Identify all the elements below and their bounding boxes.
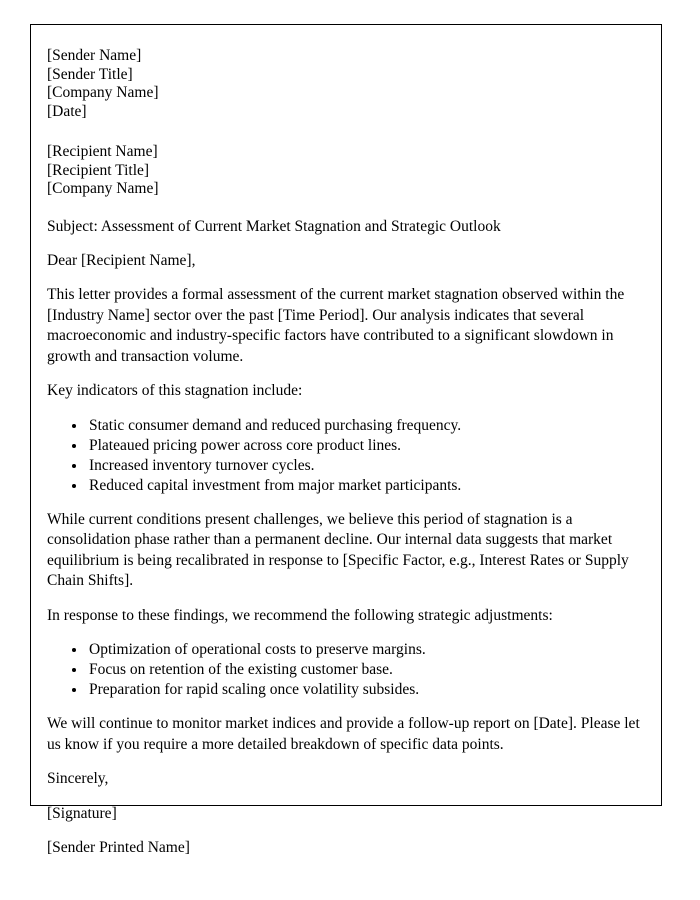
list-item: • Static consumer demand and reduced purchasing frequency. bbox=[87, 416, 647, 436]
recipient-name: [Recipient Name] bbox=[47, 143, 158, 160]
subject-line: Subject: Assessment of Current Market Stagnation and Strategic Outlook bbox=[47, 217, 501, 235]
spacer-after-sender bbox=[47, 121, 647, 143]
paragraph-two: Key indicators of this stagnation include: bbox=[47, 382, 303, 399]
list-item: • Focus on retention of the existing customer base. bbox=[87, 660, 647, 680]
spacer-before-recommendations bbox=[47, 626, 647, 640]
paragraph-one: This letter provides a formal assessment of the current market stagnation observed within the [Industry Name] sector over the past [Time Period]. Our analysis indicates that several macroeconomic and industry-specific factors have contributed to a significant slowdown in growth and transaction volume. bbox=[47, 286, 625, 365]
recommendations-list bbox=[47, 640, 647, 700]
sender-name: [Sender Name] bbox=[47, 47, 142, 64]
spacer-before-indicators bbox=[47, 402, 647, 416]
paragraph-four: In response to these findings, we recommend the following strategic adjustments: bbox=[47, 606, 553, 624]
sender-printed-name: [Sender Printed Name] bbox=[47, 839, 190, 856]
list-item: • Increased inventory turnover cycles. bbox=[87, 456, 647, 476]
sender-company: [Company Name] bbox=[47, 84, 159, 101]
signature-placeholder: [Signature] bbox=[47, 804, 117, 822]
letter-date: [Date] bbox=[47, 102, 87, 120]
letter-body bbox=[47, 47, 647, 859]
list-item: • Preparation for rapid scaling once volatility subsides. bbox=[87, 680, 647, 700]
spacer-after-closing bbox=[47, 790, 647, 804]
spacer-after-indicators bbox=[47, 496, 647, 510]
spacer-after-signature bbox=[47, 824, 647, 838]
spacer-after-subject bbox=[47, 237, 647, 251]
spacer-after-recipient bbox=[47, 199, 647, 217]
sender-block bbox=[47, 47, 647, 121]
spacer-after-paragraph-five bbox=[47, 755, 647, 769]
paragraph-three: While current conditions present challenges, we believe this period of stagnation is a consolidation phase rather than a permanent decline. Our internal data suggests that market equilibrium is being recalibrated in response to [Specific Factor, e.g., Interest Rates or Supply Chain Shifts]. bbox=[47, 510, 629, 589]
salutation: Dear [Recipient Name], bbox=[47, 251, 196, 269]
spacer-after-paragraph-three bbox=[47, 592, 647, 606]
recipient-block bbox=[47, 143, 647, 199]
closing: Sincerely, bbox=[47, 770, 109, 787]
recipient-company: [Company Name] bbox=[47, 180, 159, 197]
indicators-list bbox=[47, 416, 647, 496]
spacer-after-recommendations bbox=[47, 700, 647, 714]
spacer-after-salutation bbox=[47, 271, 647, 285]
letter-sheet bbox=[30, 24, 662, 856]
spacer-after-paragraph-one bbox=[47, 367, 647, 381]
list-item: • Optimization of operational costs to preserve margins. bbox=[87, 640, 647, 660]
list-item: • Plateaued pricing power across core product lines. bbox=[87, 436, 647, 456]
sender-title: [Sender Title] bbox=[47, 65, 133, 83]
recipient-title: [Recipient Title] bbox=[47, 161, 150, 179]
list-item: • Reduced capital investment from major market participants. bbox=[87, 476, 647, 496]
paragraph-five: We will continue to monitor market indices and provide a follow-up report on [Date]. Please let us know if you require a more detailed breakdown of specific data points. bbox=[47, 715, 640, 753]
